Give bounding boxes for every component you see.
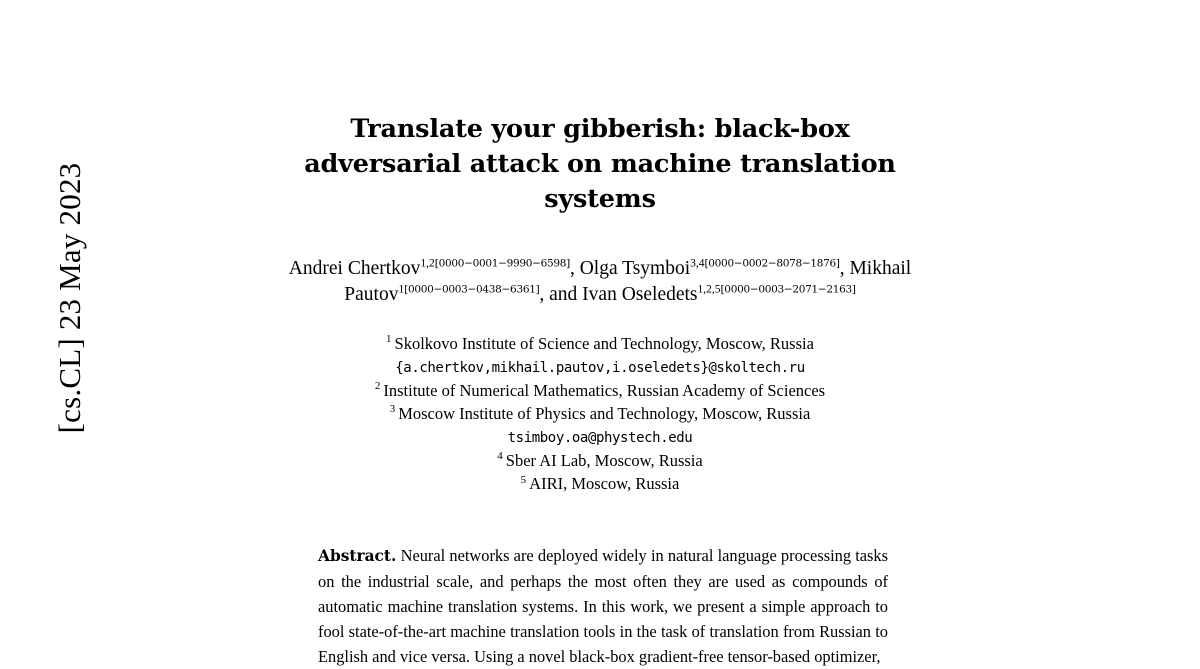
affiliation-item [270, 332, 930, 355]
page-title: Translate your gibberish: black-box adversarial attack on machine translation systems [304, 114, 896, 215]
author-list [270, 256, 930, 309]
author-name: Ivan Oseledets [582, 284, 698, 306]
author-name: Olga Tsymboi [579, 257, 691, 279]
author-separator: , [839, 257, 845, 279]
paper-page [270, 0, 930, 667]
affiliation-mark: 5 [520, 473, 527, 486]
author-affil-marks: 1 [398, 283, 405, 296]
affiliation-mark: 2 [374, 380, 381, 393]
affiliation-list [270, 332, 930, 496]
arxiv-stamp [0, 0, 100, 648]
affiliation-email[interactable] [270, 355, 930, 379]
affiliation-email[interactable] [270, 425, 930, 449]
affiliation-item [270, 472, 930, 495]
author-entry [289, 258, 580, 279]
author-affil-marks: 1,2 [420, 257, 435, 270]
affiliation-email-text: tsimboy.oa@phystech.edu [507, 430, 693, 447]
affiliation-text: Institute of Numerical Mathematics, Russian Academy of Sciences [383, 380, 826, 400]
affiliation-text: AIRI, Moscow, Russia [529, 474, 680, 494]
author-entry [580, 258, 845, 279]
affiliation-mark: 1 [386, 333, 392, 346]
author-orcid: [0000−0003−2071−2163] [720, 283, 856, 296]
author-name: Mikhail Pautov [344, 257, 912, 306]
abstract-heading: Abstract. [318, 547, 397, 566]
abstract-section [318, 543, 888, 669]
author-affil-marks: 3,4 [690, 257, 705, 270]
affiliation-text: Moscow Institute of Physics and Technology, Moscow, Russia [398, 403, 811, 423]
author-orcid: [0000−0003−0438−6361] [404, 283, 540, 296]
affiliation-text: Skolkovo Institute of Science and Technology, Moscow, Russia [394, 333, 814, 353]
author-name: Andrei Chertkov [288, 257, 421, 279]
affiliation-email-text: {a.chertkov,mikhail.pautov,i.oseledets}@skoltech.ru [395, 359, 805, 376]
author-affil-marks: 1,2,5 [697, 283, 721, 296]
author-orcid: [0000−0001−9990−6598] [434, 257, 570, 270]
affiliation-item [270, 449, 930, 472]
author-separator: , [569, 257, 580, 279]
author-entry [582, 284, 856, 305]
affiliation-item [270, 402, 930, 425]
author-separator: , and [539, 284, 583, 306]
arxiv-stamp-text: [cs.CL] 23 May 2023 [52, 162, 87, 434]
affiliation-text: Sber AI Lab, Moscow, Russia [505, 450, 703, 470]
abstract-body: Neural networks are deployed widely in natural language processing tasks on the industrial scale, and perhaps the most often they are used as compounds of automatic machine translation systems. In this work, we present a simple approach to fool state-of-the-art machine translation tools in the task of translation from Russian to English and vice versa. Using a novel black-box gradient-free tensor-based optimizer, [318, 546, 888, 667]
affiliation-item [270, 379, 930, 402]
affiliation-mark: 4 [497, 450, 503, 463]
affiliation-mark: 3 [389, 403, 396, 416]
author-orcid: [0000−0002−8078−1876] [704, 257, 840, 270]
